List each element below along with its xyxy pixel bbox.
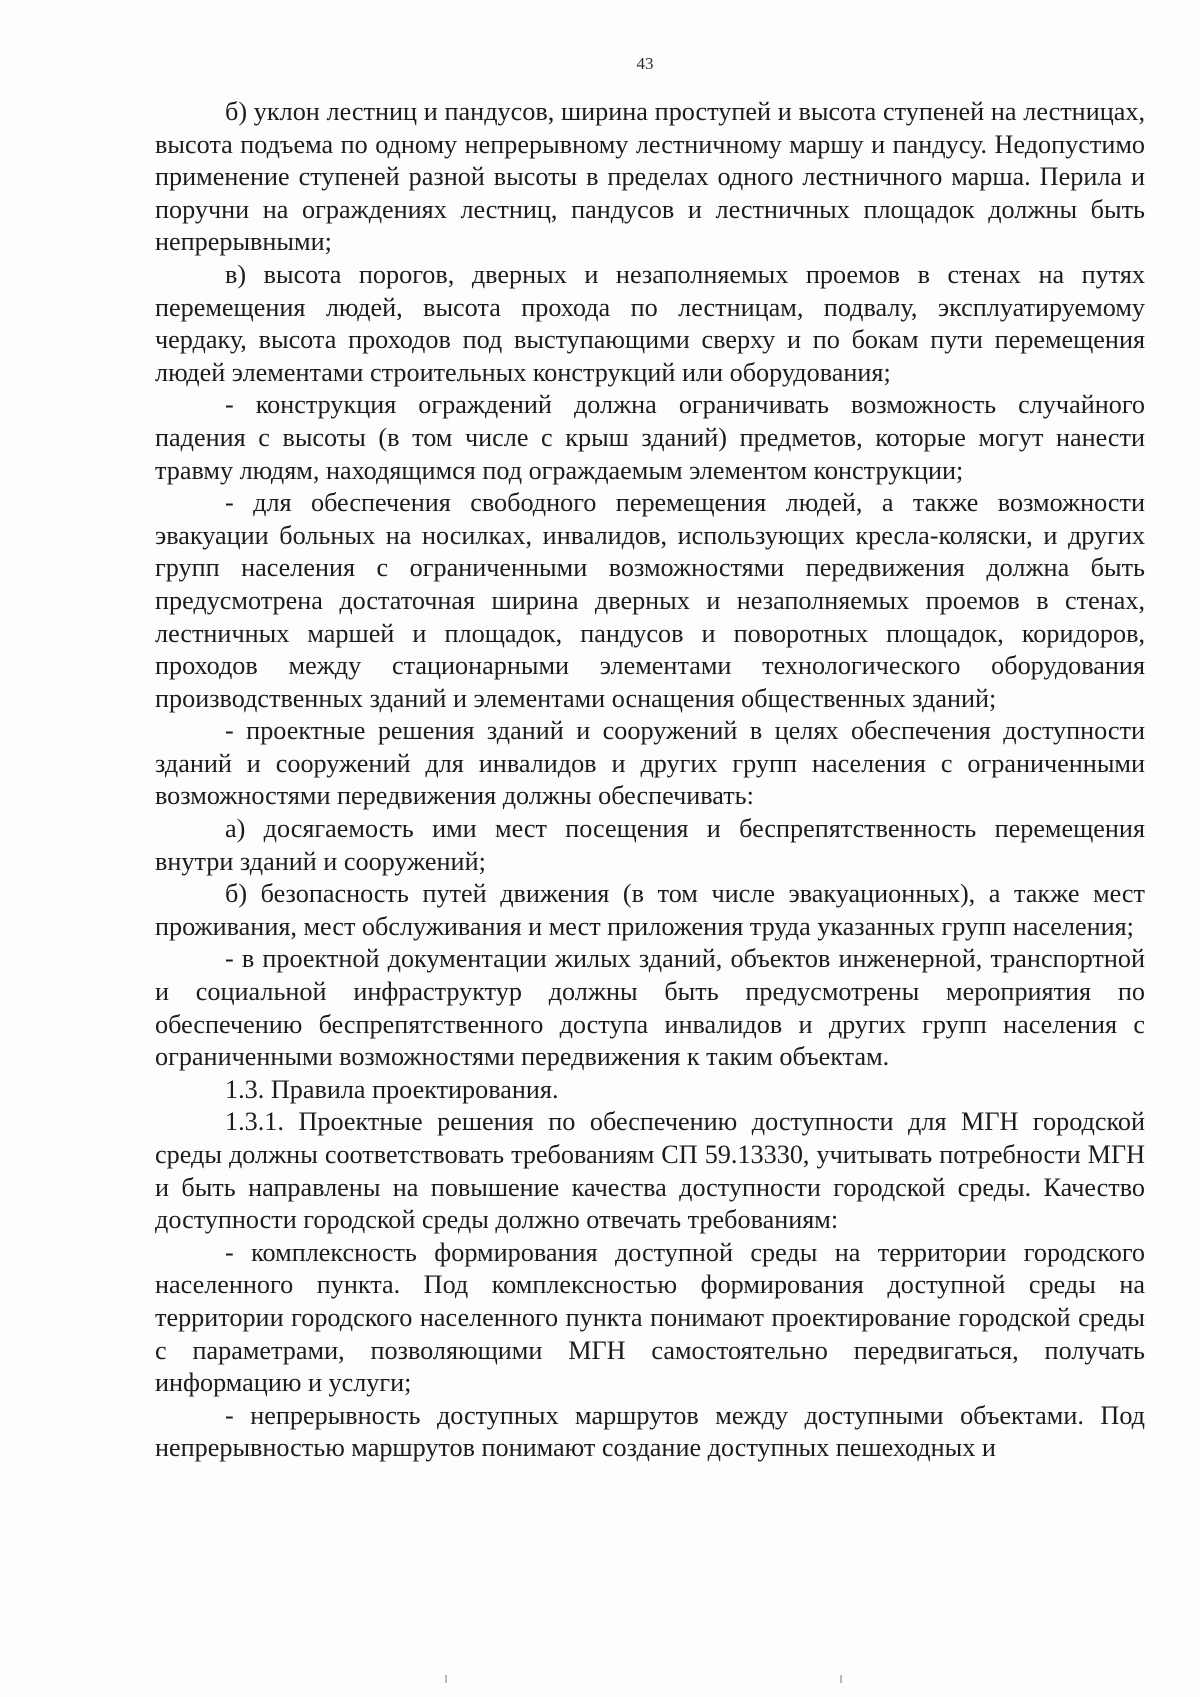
paragraph-continuity: - непрерывность доступных маршрутов между доступными объектами. Под непрерывностью маршрутов понимают создание доступных пешеходных и: [155, 1400, 1145, 1463]
paragraph-project-documentation: - в проектной документации жилых зданий, объектов инженерной, транспортной и социальной инфраструктур должны быть предусмотрены мероприятия по обеспечению беспрепятственного доступа инвалидов и других групп населения с ограниченными возможностями передвижения к таким объектам.: [155, 944, 1145, 1072]
paragraph-reachability: а) досягаемость ими мест посещения и беспрепятственность перемещения внутри зданий и сооружений;: [155, 814, 1145, 876]
paragraph-path-safety: б) безопасность путей движения (в том числе эвакуационных), а также мест проживания, мест обслуживания и мест приложения труда указанных групп населения;: [155, 879, 1145, 941]
scan-artifact-mark: [445, 1675, 447, 1683]
paragraph-free-movement: - для обеспечения свободного перемещения людей, а также возможности эвакуации больных на носилках, инвалидов, использующих кресла-коляски, и других групп населения с ограниченными возможностями передвижения должна быть предусмотрена достаточная ширина дверных и незаполняемых проемов в стенах, лестничных маршей и площадок, пандусов и поворотных площадок, коридоров, проходов между стационарными элементами технологического оборудования производственных зданий и элементами оснащения общественных зданий;: [155, 488, 1145, 713]
paragraph-complexity: - комплексность формирования доступной среды на территории городского населенного пункта. Под комплексностью формирования доступной среды на территории городского населенного пункта понимают проектирование городской среды с параметрами, позволяющими МГН самостоятельно передвигаться, получать информацию и услуги;: [155, 1237, 1145, 1398]
body-text: [155, 96, 1145, 1465]
paragraph-threshold-height: в) высота порогов, дверных и незаполняемых проемов в стенах на путях перемещения людей, высота прохода по лестницам, подвалу, эксплуатируемому чердаку, высота проходов под выступающими сверху и по бокам пути перемещения людей элементами строительных конструкций или оборудования;: [155, 259, 1145, 387]
page-number: 43: [636, 54, 654, 73]
scan-artifact-mark: [840, 1675, 842, 1683]
paragraph-railing-construction: - конструкция ограждений должна ограничивать возможность случайного падения с высоты (в том числе с крыш зданий) предметов, которые могут нанести травму людям, находящимся под ограждаемым элементом конструкции;: [155, 390, 1145, 485]
paragraph-design-solutions: - проектные решения зданий и сооружений в целях обеспечения доступности зданий и сооружений для инвалидов и других групп населения с ограниченными возможностями передвижения должны обеспечивать:: [155, 716, 1145, 811]
section-heading-design-rules: 1.3. Правила проектирования.: [225, 1074, 559, 1104]
paragraph-1-3-1: 1.3.1. Проектные решения по обеспечению доступности для МГН городской среды должны соответствовать требованиям СП 59.13330, учитывать потребности МГН и быть направлены на повышение качества доступности городской среды. Качество доступности городской среды должно отвечать требованиям:: [155, 1107, 1145, 1235]
paragraph-stairs-slope: б) уклон лестниц и пандусов, ширина проступей и высота ступеней на лестницах, высота подъема по одному непрерывному лестничному маршу и пандусу. Недопустимо применение ступеней разной высоты в пределах одного лестничного марша. Перила и поручни на ограждениях лестниц, пандусов и лестничных площадок должны быть непрерывными;: [155, 97, 1145, 257]
